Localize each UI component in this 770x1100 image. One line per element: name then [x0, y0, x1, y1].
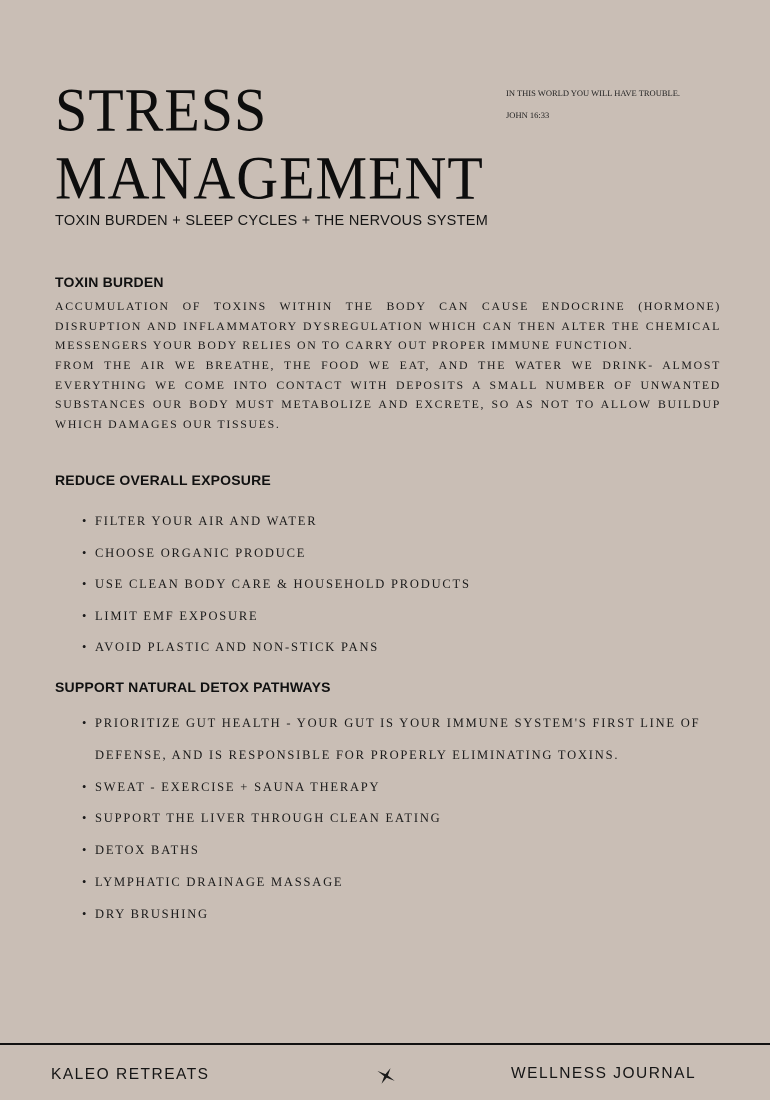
reduce-exposure-list — [82, 506, 702, 664]
list-item: • USE CLEAN BODY CARE & HOUSEHOLD PRODUCTS — [82, 569, 702, 601]
page-title-line-1: STRESS — [55, 75, 268, 145]
list-item: • SUPPORT THE LIVER THROUGH CLEAN EATING — [82, 803, 702, 835]
list-item: • SWEAT - EXERCISE + SAUNA THERAPY — [82, 772, 702, 804]
footer-brand: KALEO RETREATS — [51, 1066, 210, 1083]
toxin-burden-paragraph-2: FROM THE AIR WE BREATHE, THE FOOD WE EAT, AND THE WATER WE DRINK- ALMOST EVERYTHING WE COME INTO CONTACT WITH DEPOSITS A SMALL NUMBER OF UNWANTED SUBSTANCES OUR BODY MUST METABOLIZE AND EXCRETE, SO AS NOT TO ALLOW BUILDUP WHICH DAMAGES OUR TISSUES. — [55, 358, 721, 431]
list-item: • LIMIT EMF EXPOSURE — [82, 601, 702, 633]
list-item: • CHOOSE ORGANIC PRODUCE — [82, 538, 702, 570]
footer-journal-label: WELLNESS JOURNAL — [511, 1065, 697, 1082]
page-title-line-2: MANAGEMENT — [55, 143, 484, 213]
list-item: • AVOID PLASTIC AND NON-STICK PANS — [82, 632, 702, 664]
support-detox-list — [82, 708, 702, 931]
toxin-burden-paragraph-1: ACCUMULATION OF TOXINS WITHIN THE BODY CAN CAUSE ENDOCRINE (HORMONE) DISRUPTION AND INFLAMMATORY DYSREGULATION WHICH CAN THEN ALTER THE CHEMICAL MESSENGERS YOUR BODY RELIES ON TO CARRY OUT PROPER IMMUNE FUNCTION. — [55, 299, 721, 353]
page-subtitle: TOXIN BURDEN + SLEEP CYCLES + THE NERVOUS SYSTEM — [55, 213, 489, 229]
toxin-burden-heading: TOXIN BURDEN — [55, 274, 164, 290]
verse-text: IN THIS WORLD YOU WILL HAVE TROUBLE. — [506, 88, 681, 98]
list-item: • FILTER YOUR AIR AND WATER — [82, 506, 702, 538]
list-item: • PRIORITIZE GUT HEALTH - YOUR GUT IS YOUR IMMUNE SYSTEM'S FIRST LINE OF DEFENSE, AND IS RESPONSIBLE FOR PROPERLY ELIMINATING TOXINS. — [82, 708, 702, 772]
verse-reference: JOHN 16:33 — [506, 110, 550, 120]
list-item: • DETOX BATHS — [82, 835, 702, 867]
support-detox-heading: SUPPORT NATURAL DETOX PATHWAYS — [55, 679, 331, 695]
four-point-star-icon — [376, 1066, 396, 1086]
reduce-exposure-heading: REDUCE OVERALL EXPOSURE — [55, 472, 271, 488]
list-item: • LYMPHATIC DRAINAGE MASSAGE — [82, 867, 702, 899]
footer-divider — [0, 1043, 770, 1045]
list-item: • DRY BRUSHING — [82, 899, 702, 931]
